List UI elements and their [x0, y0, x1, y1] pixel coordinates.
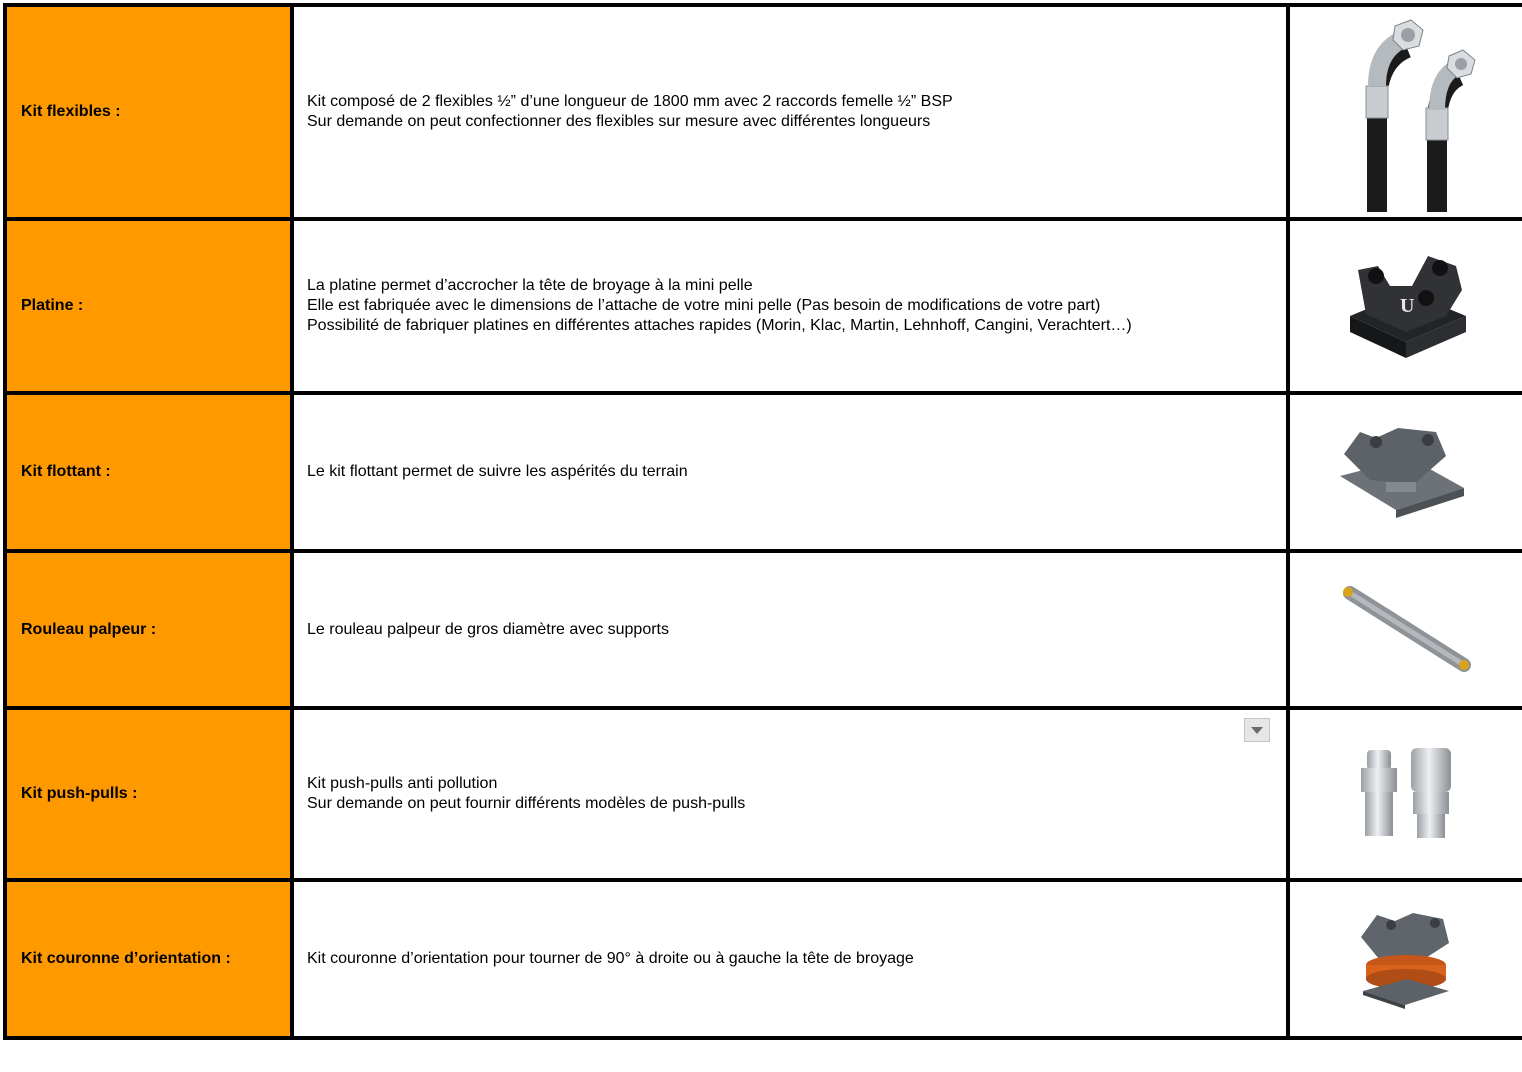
hydraulic-hoses-icon — [1331, 12, 1481, 212]
row-label: Kit flottant : — [5, 393, 292, 551]
row-label: Rouleau palpeur : — [5, 551, 292, 708]
description-line: La platine permet d’accrocher la tête de broyage à la mini pelle — [307, 277, 753, 294]
push-pull-couplers-icon — [1351, 744, 1461, 844]
chevron-down-icon — [1251, 727, 1263, 734]
description-line: Le kit flottant permet de suivre les aspérités du terrain — [307, 463, 688, 480]
svg-text:U: U — [1400, 295, 1415, 317]
row-image — [1288, 393, 1522, 551]
row-description — [292, 551, 1288, 708]
table-row — [5, 708, 1522, 880]
row-description — [292, 219, 1288, 393]
row-label: Kit flexibles : — [5, 5, 292, 219]
floating-kit-icon — [1336, 422, 1476, 522]
table-row — [5, 219, 1522, 393]
description-line: Elle est fabriquée avec le dimensions de l’attache de votre mini pelle (Pas besoin de modifications de votre part) — [307, 297, 1101, 314]
row-description — [292, 5, 1288, 219]
accessories-table — [3, 3, 1522, 1040]
row-image — [1288, 5, 1522, 219]
table-row — [5, 5, 1522, 219]
table-row — [5, 393, 1522, 551]
row-description — [292, 708, 1288, 880]
row-image — [1288, 708, 1522, 880]
row-label: Platine : — [5, 219, 292, 393]
description-line: Sur demande on peut confectionner des flexibles sur mesure avec différentes longueurs — [307, 113, 931, 130]
row-description — [292, 880, 1288, 1038]
description-line: Kit push-pulls anti pollution — [307, 775, 498, 792]
description-line: Kit composé de 2 flexibles ½” d’une longueur de 1800 mm avec 2 raccords femelle ½” BSP — [307, 93, 953, 110]
table-row — [5, 880, 1522, 1038]
roller-icon — [1336, 585, 1476, 675]
table-row — [5, 551, 1522, 708]
row-image — [1288, 551, 1522, 708]
slewing-ring-kit-icon — [1351, 909, 1461, 1009]
description-line: Kit couronne d’orientation pour tourner de 90° à droite ou à gauche la tête de broyage — [307, 950, 914, 967]
row-label: Kit push-pulls : — [5, 708, 292, 880]
row-description — [292, 393, 1288, 551]
row-label: Kit couronne d’orientation : — [5, 880, 292, 1038]
description-line: Sur demande on peut fournir différents modèles de push-pulls — [307, 795, 746, 812]
dropdown-toggle-button[interactable] — [1244, 718, 1270, 742]
mounting-plate-icon — [1336, 246, 1476, 366]
description-line: Possibilité de fabriquer platines en différentes attaches rapides (Morin, Klac, Martin, Lehnhoff, Cangini, Verachtert…) — [307, 317, 1132, 334]
description-line: Le rouleau palpeur de gros diamètre avec supports — [307, 620, 669, 638]
row-image — [1288, 219, 1522, 393]
row-image — [1288, 880, 1522, 1038]
